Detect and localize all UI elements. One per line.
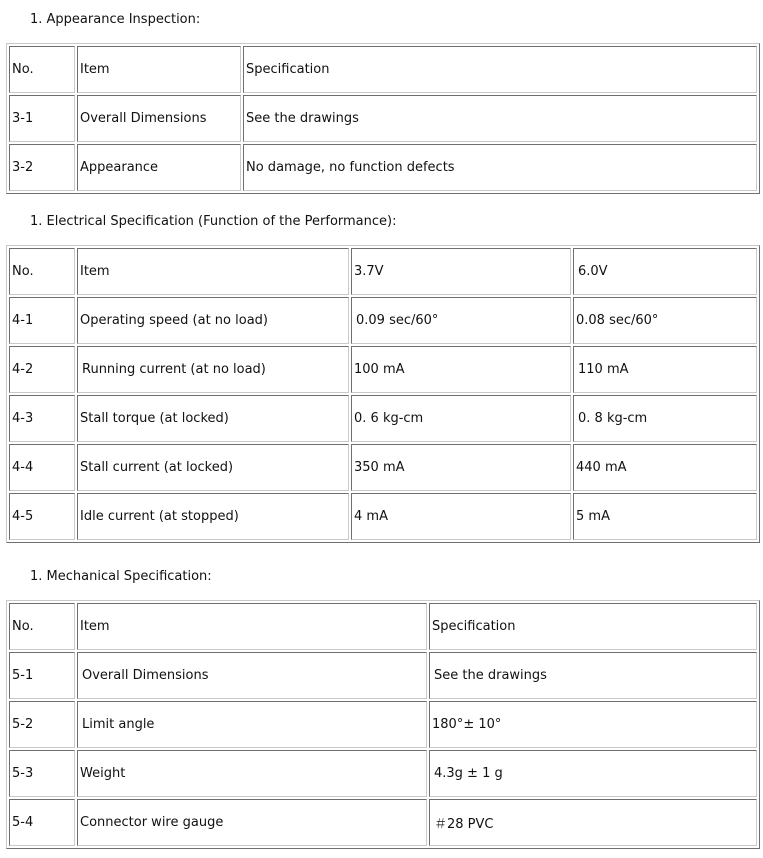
row-value-6v0: 110 mA [573, 346, 757, 393]
row-value-6v0: 5 mA [573, 493, 757, 540]
row-number: 4-3 [9, 395, 75, 442]
table-row [9, 144, 757, 191]
row-value-3v7: 0. 6 kg-cm [351, 395, 571, 442]
appearance-inspection-heading: 1. Appearance Inspection: [30, 12, 201, 27]
header-cell-voltage-3v7: 3.7V [351, 248, 571, 295]
header-cell-no: No. [9, 46, 75, 93]
row-item: Stall torque (at locked) [77, 395, 349, 442]
row-value-6v0: 0. 8 kg-cm [573, 395, 757, 442]
row-specification: 4.3g ± 1 g [429, 750, 757, 797]
row-item: Running current (at no load) [77, 346, 349, 393]
table-row [9, 799, 757, 846]
row-number: 5-4 [9, 799, 75, 846]
row-specification: 180°± 10° [429, 701, 757, 748]
row-number: 4-4 [9, 444, 75, 491]
table-row [9, 444, 757, 491]
row-number: 5-1 [9, 652, 75, 699]
row-specification: ＃28 PVC [429, 799, 757, 846]
row-specification: See the drawings [243, 95, 757, 142]
row-item: Idle current (at stopped) [77, 493, 349, 540]
table-header-row [9, 248, 757, 295]
table-header-row [9, 603, 757, 650]
header-cell-specification: Specification [243, 46, 757, 93]
row-number: 3-1 [9, 95, 75, 142]
row-specification: No damage, no function defects [243, 144, 757, 191]
electrical-specification-table [6, 245, 760, 543]
row-value-3v7: 0.09 sec/60° [351, 297, 571, 344]
table-row [9, 493, 757, 540]
appearance-inspection-table [6, 43, 760, 194]
table-row [9, 395, 757, 442]
row-value-6v0: 0.08 sec/60° [573, 297, 757, 344]
table-row [9, 346, 757, 393]
row-number: 5-2 [9, 701, 75, 748]
row-item: Limit angle [77, 701, 427, 748]
table-row [9, 297, 757, 344]
table-row [9, 95, 757, 142]
row-item: Overall Dimensions [77, 95, 241, 142]
row-value-3v7: 350 mA [351, 444, 571, 491]
header-cell-voltage-6v0: 6.0V [573, 248, 757, 295]
row-value-6v0: 440 mA [573, 444, 757, 491]
mechanical-specification-table [6, 600, 760, 849]
table-row [9, 652, 757, 699]
row-number: 5-3 [9, 750, 75, 797]
row-item: Weight [77, 750, 427, 797]
row-specification: See the drawings [429, 652, 757, 699]
table-row [9, 701, 757, 748]
row-item: Connector wire gauge [77, 799, 427, 846]
mechanical-specification-heading: 1. Mechanical Specification: [30, 569, 212, 584]
table-header-row [9, 46, 757, 93]
header-cell-item: Item [77, 603, 427, 650]
table-row [9, 750, 757, 797]
row-item: Stall current (at locked) [77, 444, 349, 491]
header-cell-item: Item [77, 46, 241, 93]
row-item: Overall Dimensions [77, 652, 427, 699]
row-item: Operating speed (at no load) [77, 297, 349, 344]
row-number: 4-1 [9, 297, 75, 344]
header-cell-no: No. [9, 603, 75, 650]
header-cell-item: Item [77, 248, 349, 295]
row-number: 4-2 [9, 346, 75, 393]
row-value-3v7: 100 mA [351, 346, 571, 393]
header-cell-specification: Specification [429, 603, 757, 650]
header-cell-no: No. [9, 248, 75, 295]
row-value-3v7: 4 mA [351, 493, 571, 540]
row-number: 3-2 [9, 144, 75, 191]
electrical-specification-heading: 1. Electrical Specification (Function of the Performance): [30, 214, 397, 229]
row-number: 4-5 [9, 493, 75, 540]
row-item: Appearance [77, 144, 241, 191]
